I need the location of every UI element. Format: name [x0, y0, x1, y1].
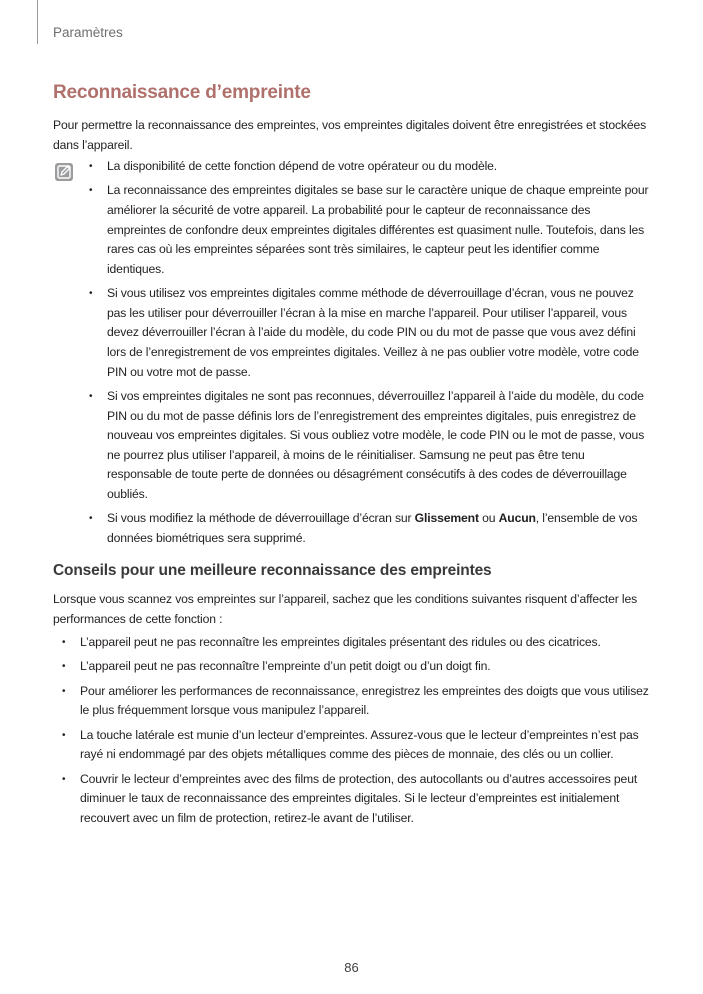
option-glissement: Glissement [414, 511, 479, 526]
note-item [89, 509, 651, 548]
subsection-title: Conseils pour une meilleure reconnaissance des empreintes [53, 562, 492, 579]
bullet: • [89, 185, 93, 197]
note-text: Si vos empreintes digitales ne sont pas reconnues, déverrouillez l’appareil à l’aide du modèle, du code PIN ou du mot de passe définis lors de l’enregistrement des empreintes digitales, puis enregistrez de nouveau vos empreintes digitales. Si vous oubliez votre modèle, le code PIN ou le mot de passe, vous ne pourrez plus utiliser l’appareil, à moins de le réinitialiser. Samsung ne peut pas être tenu responsable de toute perte de données ou désagrément consécutifs à des codes de déverrouillage oubliés. [107, 388, 645, 501]
note-text: La disponibilité de cette fonction dépend de votre opérateur ou du modèle. [107, 159, 498, 173]
note-text-part: Si vous modifiez la méthode de déverrouillage d’écran sur [107, 511, 415, 526]
section-title: Reconnaissance d’empreinte [53, 82, 311, 103]
notes-list [89, 157, 651, 553]
bullet: • [62, 685, 66, 697]
tip-item [62, 657, 652, 677]
tip-item [62, 726, 652, 765]
bullet: • [89, 390, 93, 402]
bullet: • [62, 773, 66, 785]
header-title: Paramètres [53, 25, 123, 40]
bullet: • [89, 288, 93, 300]
note-text-part: , l’ensemble de vos données biométriques sera supprimé. [107, 511, 638, 545]
page-number: 86 [344, 960, 359, 975]
note-item [89, 181, 651, 279]
tips-list [62, 633, 652, 833]
tip-text: La touche latérale est munie d’un lecteur d’empreintes. Assurez-vous que le lecteur d’empreintes n’est pas rayé ni endommagé par des objets métalliques comme des pièces de monnaie, des clés ou un collier. [80, 727, 639, 762]
tip-item [62, 682, 652, 721]
option-aucun: Aucun [498, 511, 536, 526]
tip-item [62, 770, 652, 829]
bullet: • [62, 729, 66, 741]
tip-text: L’appareil peut ne pas reconnaître les empreintes digitales présentant des ridules ou des cicatrices. [80, 635, 601, 649]
note-text: Si vous utilisez vos empreintes digitales comme méthode de déverrouillage d’écran, vous ne pouvez pas les utiliser pour déverrouiller l’écran à la mise en marche l’appareil. Pour utiliser l’appareil, vous devez déverrouiller l’écran à l’aide du modèle, du code PIN ou du mot de passe que vous avez défini lors de l’enregistrement de vos empreintes digitales. Veillez à ne pas oublier votre modèle, votre code PIN ou votre mot de passe. [107, 286, 639, 379]
bullet: • [62, 661, 66, 673]
bullet: • [89, 513, 93, 525]
note-pencil-icon [55, 163, 73, 181]
bullet: • [89, 161, 93, 172]
note-text-part: ou [478, 511, 499, 526]
section-intro: Pour permettre la reconnaissance des empreintes, vos empreintes digitales doivent être enregistrées et stockées dans l’appareil. [53, 118, 647, 152]
header-rule [37, 0, 38, 44]
note-item [89, 284, 651, 382]
note-item [89, 157, 651, 177]
tip-text: L’appareil peut ne pas reconnaître l’empreinte d’un petit doigt ou d’un doigt fin. [80, 659, 491, 674]
note-item [89, 387, 651, 505]
note-text: La reconnaissance des empreintes digitales se base sur le caractère unique de chaque empreinte pour améliorer la sécurité de votre appareil. La probabilité pour le capteur de reconnaissance des empreintes de confondre deux empreintes digitales différentes est quasiment nulle. Toutefois, dans les rares cas où les empreintes séparées sont très similaires, le capteur peut les identifier comme identiques. [107, 183, 649, 276]
tip-item [62, 633, 652, 653]
tip-text: Couvrir le lecteur d’empreintes avec des films de protection, des autocollants ou d’autres accessoires peut diminuer le taux de reconnaissance des empreintes digitales. Si le lecteur d’empreintes est initialement recouvert avec un film de protection, retirez-le avant de l’utiliser. [80, 771, 638, 825]
bullet: • [62, 637, 66, 648]
tip-text: Pour améliorer les performances de reconnaissance, enregistrez les empreintes des doigts que vous utilisez le plus fréquemment lorsque vous manipulez l’appareil. [80, 683, 649, 718]
subsection-intro: Lorsque vous scannez vos empreintes sur l’appareil, sachez que les conditions suivantes risquent d’affecter les performances de cette fonction : [53, 592, 638, 626]
note-text [107, 511, 637, 545]
